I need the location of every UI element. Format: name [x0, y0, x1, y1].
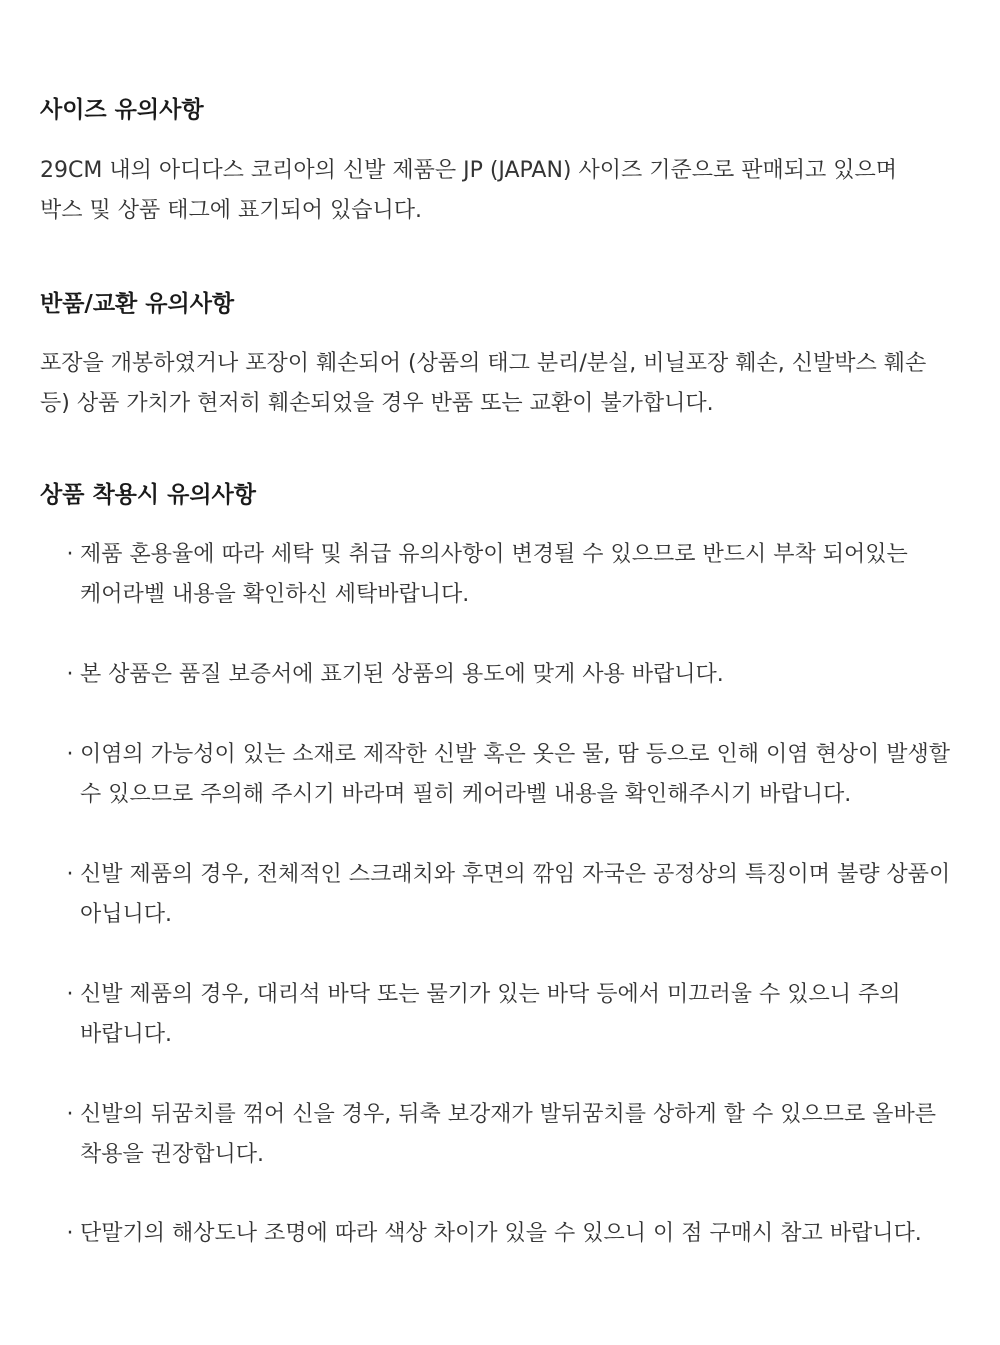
bullet-marker: ·: [66, 542, 74, 567]
return-exchange-notice-body: [40, 344, 960, 424]
wearing-notice-line: 수 있으므로 주의해 주시기 바라며 필히 케어라벨 내용을 확인해주시기 바랍니다.: [80, 782, 852, 807]
bullet-marker: ·: [66, 1102, 74, 1127]
wearing-notice-title: 상품 착용시 유의사항: [40, 482, 256, 508]
wearing-notice-item: [60, 975, 960, 1055]
return-exchange-notice-line: 등) 상품 가치가 현저히 훼손되었을 경우 반품 또는 교환이 불가합니다.: [40, 391, 714, 416]
return-exchange-notice-title: 반품/교환 유의사항: [40, 291, 235, 317]
wearing-notice-line: 아닙니다.: [80, 902, 173, 927]
wearing-notice-line: 바랍니다.: [80, 1022, 173, 1047]
bullet-marker: ·: [66, 862, 74, 887]
wearing-notice-line: 케어라벨 내용을 확인하신 세탁바랍니다.: [80, 582, 470, 607]
size-notice-title: 사이즈 유의사항: [40, 97, 204, 123]
bullet-marker: ·: [66, 742, 74, 767]
wearing-notice-line: 신발의 뒤꿈치를 꺾어 신을 경우, 뒤축 보강재가 발뒤꿈치를 상하게 할 수 있으므로 올바른: [80, 1102, 936, 1127]
bullet-marker: ·: [66, 1221, 74, 1246]
wearing-notice-item: [60, 1214, 960, 1254]
wearing-notice-line: 신발 제품의 경우, 전체적인 스크래치와 후면의 깎임 자국은 공정상의 특징이며 불량 상품이: [80, 862, 951, 887]
return-exchange-notice-line: 포장을 개봉하였거나 포장이 훼손되어 (상품의 태그 분리/분실, 비닐포장 훼손, 신발박스 훼손: [40, 351, 927, 376]
wearing-notice-line: 이염의 가능성이 있는 소재로 제작한 신발 혹은 옷은 물, 땀 등으로 인해 이염 현상이 발생할: [80, 742, 950, 767]
bullet-marker: ·: [66, 662, 74, 687]
bullet-marker: ·: [66, 982, 74, 1007]
wearing-notice-item: [60, 655, 960, 695]
size-notice-line: 29CM 내의 아디다스 코리아의 신발 제품은 JP (JAPAN) 사이즈 기준으로 판매되고 있으며: [40, 158, 898, 183]
wearing-notice-item: [60, 735, 960, 815]
wearing-notice-item: [60, 1095, 960, 1175]
wearing-notice-item: [60, 535, 960, 615]
wearing-notice-line: 제품 혼용율에 따라 세탁 및 취급 유의사항이 변경될 수 있으므로 반드시 부착 되어있는: [80, 542, 908, 567]
size-notice-body: [40, 151, 960, 231]
wearing-notice-item: [60, 855, 960, 935]
wearing-notice-line: 신발 제품의 경우, 대리석 바닥 또는 물기가 있는 바닥 등에서 미끄러울 수 있으니 주의: [80, 982, 901, 1007]
wearing-notice-line: 단말기의 해상도나 조명에 따라 색상 차이가 있을 수 있으니 이 점 구매시 참고 바랍니다.: [80, 1221, 922, 1246]
wearing-notice-line: 본 상품은 품질 보증서에 표기된 상품의 용도에 맞게 사용 바랍니다.: [80, 662, 724, 687]
size-notice-line: 박스 및 상품 태그에 표기되어 있습니다.: [40, 198, 422, 223]
wearing-notice-line: 착용을 권장합니다.: [80, 1142, 265, 1167]
